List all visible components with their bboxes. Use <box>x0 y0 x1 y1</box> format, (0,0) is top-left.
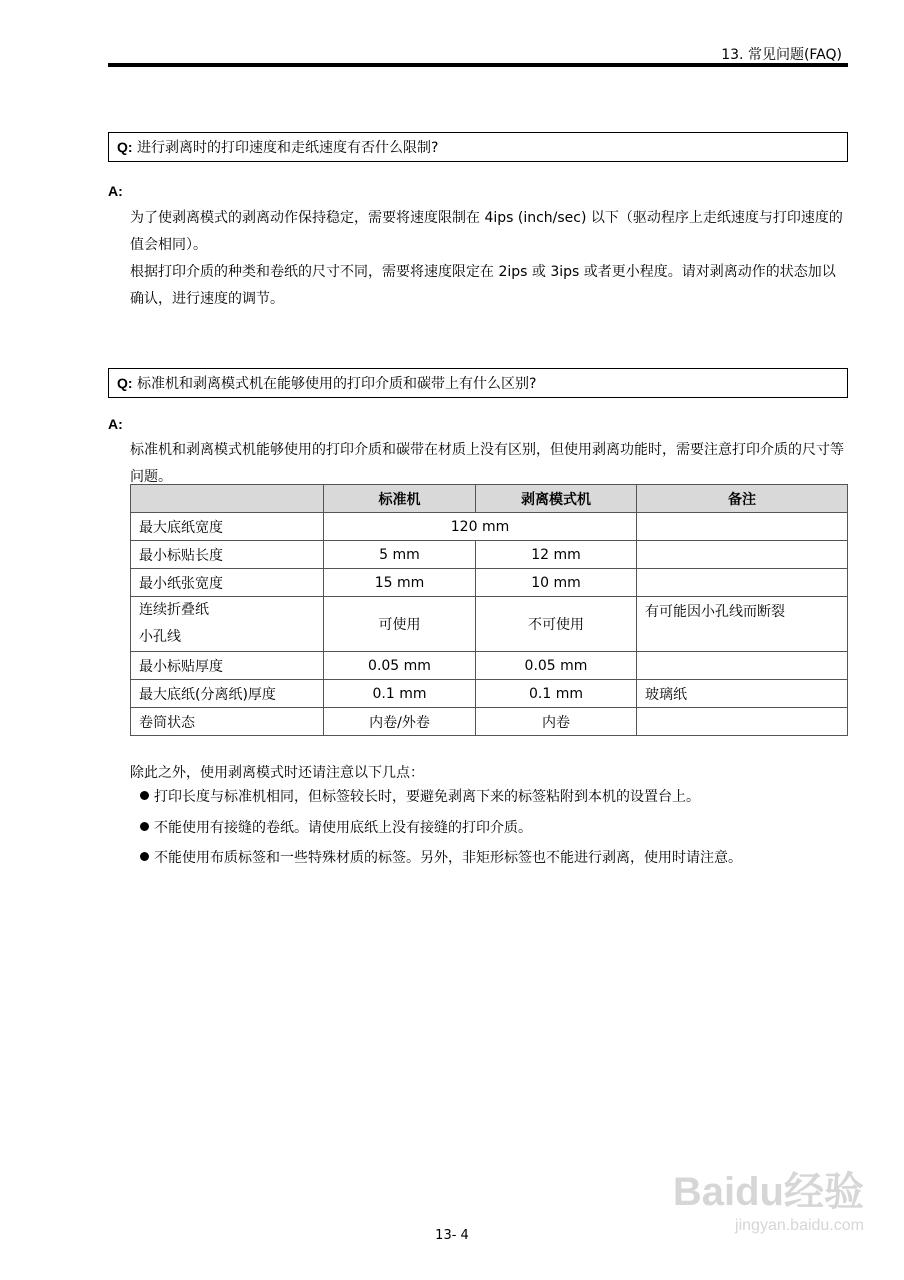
table-header-row <box>131 485 848 513</box>
value-cell: 15 mm <box>324 569 476 597</box>
question-text: 进行剥离时的打印速度和走纸速度有否什么限制? <box>137 140 439 156</box>
watermark-logo: Baidu经验 <box>672 1170 864 1214</box>
note-cell <box>637 513 848 541</box>
table-row <box>131 513 848 541</box>
note-cell: 玻璃纸 <box>637 680 848 708</box>
value-cell: 可使用 <box>324 597 476 652</box>
value-cell: 内卷 <box>476 708 637 736</box>
q-label: Q: <box>117 375 133 391</box>
item-cell: 最小纸张宽度 <box>131 569 324 597</box>
header-rule <box>108 63 848 67</box>
item-cell <box>131 597 324 652</box>
value-cell: 内卷/外卷 <box>324 708 476 736</box>
item-cell: 最大底纸(分离纸)厚度 <box>131 680 324 708</box>
notes-intro: 除此之外，使用剥离模式时还请注意以下几点： <box>130 765 424 781</box>
note-cell <box>637 708 848 736</box>
value-cell: 0.05 mm <box>324 652 476 680</box>
question-text: 标准机和剥离模式机在能够使用的打印介质和碳带上有什么区别? <box>137 376 537 392</box>
note-cell <box>637 569 848 597</box>
note-cell <box>637 541 848 569</box>
value-cell: 10 mm <box>476 569 637 597</box>
table-row <box>131 652 848 680</box>
value-cell: 0.1 mm <box>476 680 637 708</box>
bullet-item <box>140 817 532 837</box>
answer-paragraph: 根据打印介质的种类和卷纸的尺寸不同，需要将速度限定在 2ips 或 3ips 或者更小程度。请对剥离动作的状态加以确认，进行速度的调节。 <box>130 264 836 307</box>
bullet-icon <box>140 791 149 800</box>
watermark-url: jingyan.baidu.com <box>735 1217 864 1234</box>
chapter-header: 13. 常见问题(FAQ) <box>721 47 842 63</box>
header-cell: 标准机 <box>324 485 476 513</box>
item-cell: 最小标贴长度 <box>131 541 324 569</box>
item-cell: 最大底纸宽度 <box>131 513 324 541</box>
bullet-text: 打印长度与标准机相同，但标签较长时，要避免剥离下来的标签粘附到本机的设置台上。 <box>154 789 700 805</box>
table-row <box>131 708 848 736</box>
value-cell: 0.1 mm <box>324 680 476 708</box>
item-line: 小孔线 <box>139 629 181 645</box>
item-line: 连续折叠纸 <box>139 602 209 618</box>
bullet-item <box>140 847 742 867</box>
table-row <box>131 569 848 597</box>
header-cell <box>131 485 324 513</box>
comparison-table <box>130 484 848 736</box>
header-cell: 剥离模式机 <box>476 485 637 513</box>
header-cell: 备注 <box>637 485 848 513</box>
answer-paragraph: 标准机和剥离模式机能够使用的打印介质和碳带在材质上没有区别，但使用剥离功能时，需要注意打印介质的尺寸等问题。 <box>130 442 844 485</box>
note-cell <box>637 652 848 680</box>
value-cell: 5 mm <box>324 541 476 569</box>
table-row <box>131 541 848 569</box>
bullet-text: 不能使用有接缝的卷纸。请使用底纸上没有接缝的打印介质。 <box>154 820 532 836</box>
question-box-2 <box>108 368 848 398</box>
item-cell: 最小标贴厚度 <box>131 652 324 680</box>
page-number: 13- 4 <box>435 1228 469 1243</box>
value-cell: 120 mm <box>324 513 637 541</box>
bullet-text: 不能使用布质标签和一些特殊材质的标签。另外，非矩形标签也不能进行剥离，使用时请注意。 <box>154 850 742 866</box>
bullet-icon <box>140 822 149 831</box>
item-cell: 卷筒状态 <box>131 708 324 736</box>
q-label: Q: <box>117 139 133 155</box>
value-cell: 0.05 mm <box>476 652 637 680</box>
baidu-watermark <box>673 1160 864 1235</box>
answer-paragraph: 为了使剥离模式的剥离动作保持稳定，需要将速度限制在 4ips (inch/sec) 以下（驱动程序上走纸速度与打印速度的值会相同）。 <box>130 210 843 253</box>
value-cell: 不可使用 <box>476 597 637 652</box>
bullet-icon <box>140 852 149 861</box>
table-row <box>131 680 848 708</box>
answer-label: A: <box>108 183 123 199</box>
table-row <box>131 597 848 652</box>
note-cell: 有可能因小孔线而断裂 <box>637 597 848 652</box>
question-box-1 <box>108 132 848 162</box>
bullet-item <box>140 786 700 806</box>
answer-label: A: <box>108 416 123 432</box>
value-cell: 12 mm <box>476 541 637 569</box>
